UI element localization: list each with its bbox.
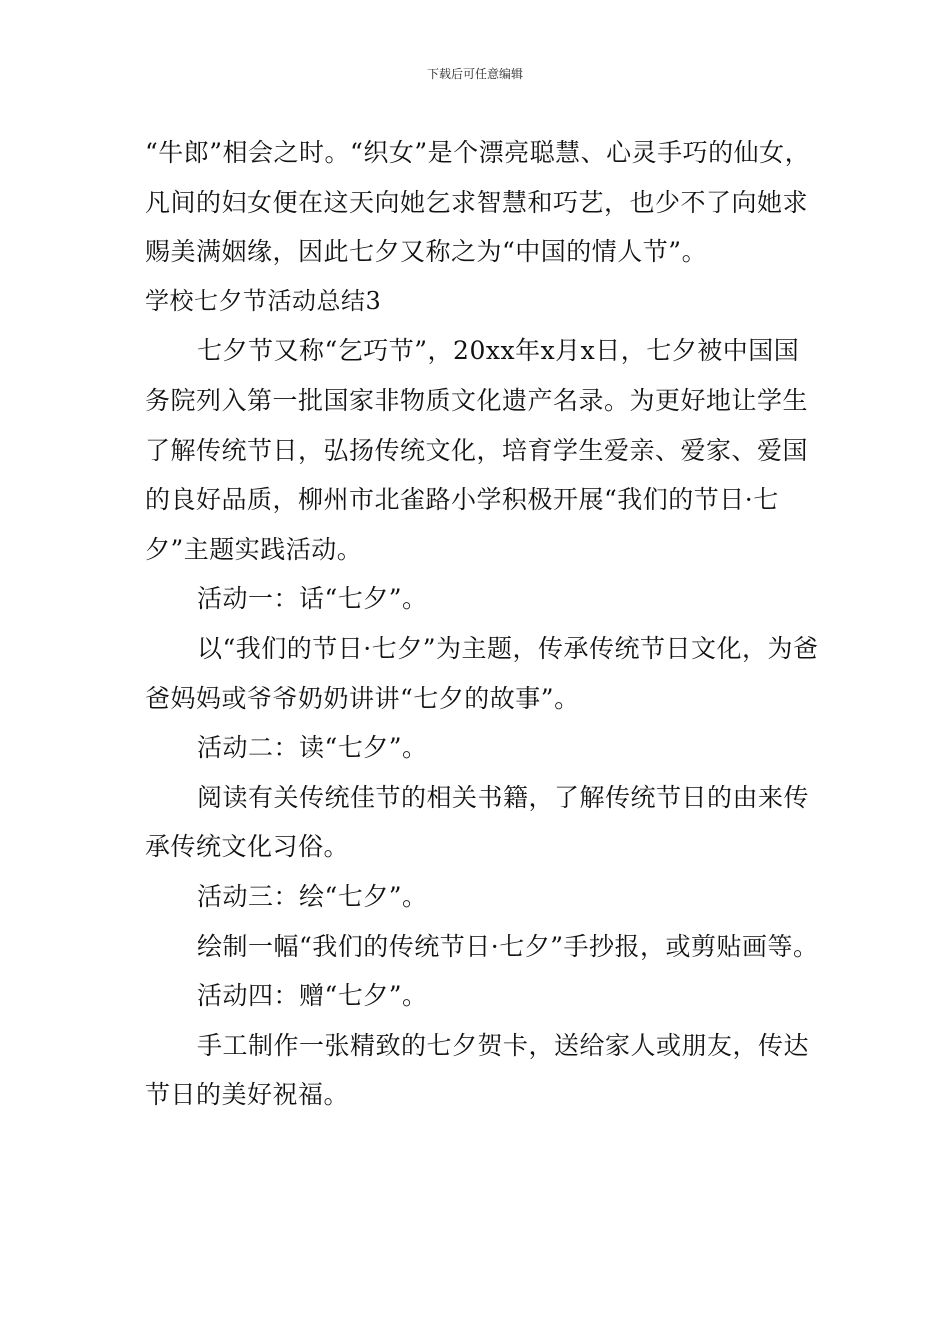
document-body <box>145 128 820 1120</box>
activity-one-title: 活动一：话“七夕”。 <box>197 584 428 614</box>
paragraph-overview: 七夕节又称“乞巧节”，20xx年x月x日，七夕被中国国务院列入第一批国家非物质文化遗产名录。为更好地让学生了解传统节日，弘扬传统文化，培育学生爱亲、爱家、爱国的良好品质，柳州市北雀路小学积极开展“我们的节日·七夕”主题实践活动。 <box>145 336 809 564</box>
activity-three-description: 绘制一幅“我们的传统节日·七夕”手抄报，或剪贴画等。 <box>197 931 819 961</box>
activity-four-title: 活动四：赠“七夕”。 <box>197 981 428 1011</box>
section-heading: 学校七夕节活动总结3 <box>145 286 382 315</box>
activity-three-title: 活动三：绘“七夕”。 <box>197 881 428 911</box>
activity-four-description: 手工制作一张精致的七夕贺卡，送给家人或朋友，传达节日的美好祝福。 <box>145 1030 810 1110</box>
paragraph-intro-continuation: “牛郎”相会之时。“织女”是个漂亮聪慧、心灵手巧的仙女，凡间的妇女便在这天向她乞求智慧和巧艺，也少不了向她求赐美满姻缘，因此七夕又称之为“中国的情人节”。 <box>145 138 811 267</box>
activity-two-title: 活动二：读“七夕”。 <box>197 733 428 763</box>
activity-one-description: 以“我们的节日·七夕”为主题，传承传统节日文化，为爸爸妈妈或爷爷奶奶讲讲“七夕的故事”。 <box>145 633 819 713</box>
page-header: 下载后可任意编辑 <box>426 67 523 81</box>
activity-two-description: 阅读有关传统佳节的相关书籍，了解传统节日的由来传承传统文化习俗。 <box>145 782 810 862</box>
